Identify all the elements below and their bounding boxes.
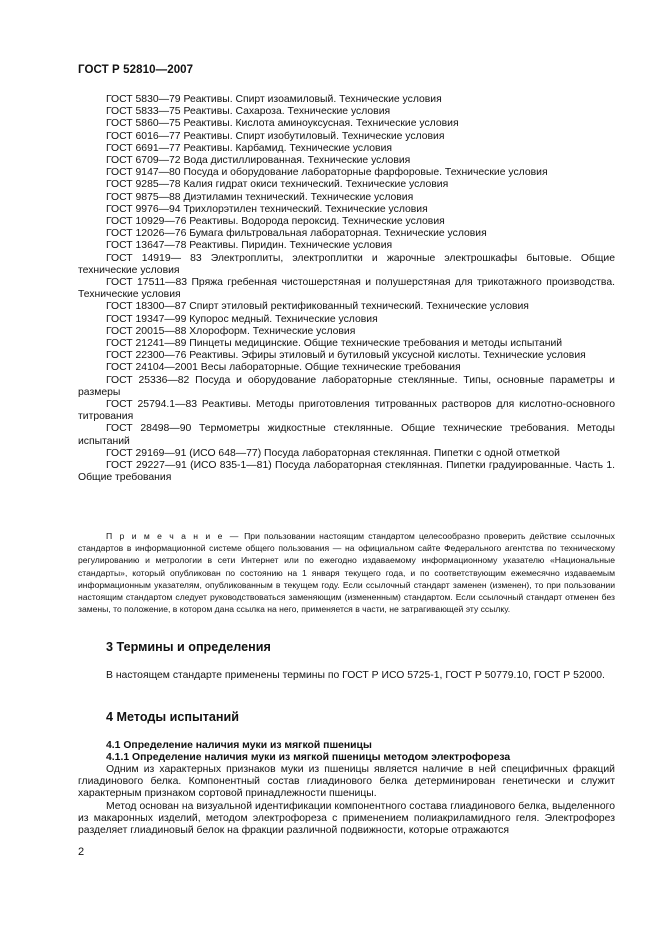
page-number: 2 <box>78 846 85 858</box>
reference-item: ГОСТ 17511—83 Пряжа гребенная чистошерстяная и полушерстяная для трикотажного производства. Технические условия <box>78 277 615 301</box>
reference-item: ГОСТ 25794.1—83 Реактивы. Методы приготовления титрованных растворов для кислотно-основного титрования <box>78 399 615 423</box>
reference-item: ГОСТ 9875—88 Диэтиламин технический. Технические условия <box>106 191 414 203</box>
reference-item: ГОСТ 19347—99 Купорос медный. Технические условия <box>106 313 378 325</box>
subsection-4-1-1-heading: 4.1.1 Определение наличия муки из мягкой пшеницы методом электрофореза <box>106 752 511 763</box>
reference-item: ГОСТ 20015—88 Хлороформ. Технические условия <box>106 325 356 337</box>
reference-item: ГОСТ 5830—79 Реактивы. Спирт изоамиловый. Технические условия <box>106 94 442 105</box>
reference-item: ГОСТ 28498—90 Термометры жидкостные стеклянные. Общие технические требования. Методы испытаний <box>78 423 615 447</box>
reference-item: ГОСТ 6691—77 Реактивы. Карбамид. Технические условия <box>106 142 393 154</box>
section-4-heading: 4 Методы испытаний <box>106 710 239 724</box>
note-text: При пользовании настоящим стандартом целесообразно проверить действие ссылочных стандартов в информационной системе общего пользования — на официальном сайте Федерального агентства по техническому регулированию и метрологии в сети Интернет или по ежегодно издаваемому информационному указателю «Национальные стандарты», который опубликован по состоянию на 1 января текущего года, и по соответствующим ежемесячно издаваемым информационным указателям, опубликованным в текущем году. Если ссылочный стандарт заменен (изменен), то при пользовании настоящим стандартом следует руководствоваться заменяющим (измененным) стандартом. Если ссылочный стандарт отменен без замены, то положение, в котором дана ссылка на него, применяется в части, не затрагивающей эту ссылку. <box>78 531 615 615</box>
reference-item: ГОСТ 10929—76 Реактивы. Водорода пероксид. Технические условия <box>106 216 445 228</box>
reference-item: ГОСТ 29169—91 (ИСО 648—77) Посуда лабораторная стеклянная. Пипетки с одной отметкой <box>106 447 560 459</box>
reference-item: ГОСТ 25336—82 Посуда и оборудование лабораторные стеклянные. Типы, основные параметры и размеры <box>78 374 615 398</box>
section-4-paragraph-2: Метод основан на визуальной идентификации компонентного состава глиадинового белка, выделенного из макаронных изделий, методом электрофореза с применением полиакриламидного геля. Электрофорез разделяет глиадиновый белок на фракции различной подвижности, которые отражаются <box>78 801 615 837</box>
section-3-heading: 3 Термины и определения <box>106 640 271 654</box>
reference-item: ГОСТ 5860—75 Реактивы. Кислота аминоуксусная. Технические условия <box>106 118 459 130</box>
reference-item: ГОСТ 21241—89 Пинцеты медицинские. Общие технические требования и методы испытаний <box>106 338 563 350</box>
section-4-paragraph-1: Одним из характерных признаков муки из пшеницы является наличие в ней специфичных фракций глиадинового белка. Компонентный состав глиадинового белка детерминирован генетически и служит характерным признаком сортовой принадлежности пшеницы. <box>78 764 615 800</box>
reference-item: ГОСТ 5833—75 Реактивы. Сахароза. Технические условия <box>106 106 391 118</box>
reference-item: ГОСТ 24104—2001 Весы лабораторные. Общие технические требования <box>106 362 461 374</box>
section-3-text: В настоящем стандарте применены термины по ГОСТ Р ИСО 5725-1, ГОСТ Р 50779.10, ГОСТ Р 52000. <box>106 670 605 681</box>
reference-item: ГОСТ 14919— 83 Электроплиты, электроплитки и жарочные электрошкафы бытовые. Общие технические условия <box>78 252 615 276</box>
document-header: ГОСТ Р 52810—2007 <box>78 64 194 76</box>
reference-item: ГОСТ 13647—78 Реактивы. Пиридин. Технические условия <box>106 240 393 252</box>
reference-item: ГОСТ 22300—76 Реактивы. Эфиры этиловый и бутиловый уксусной кислоты. Технические условия <box>106 350 586 362</box>
reference-item: ГОСТ 29227—91 (ИСО 835-1—81) Посуда лабораторная стеклянная. Пипетки градуированные. Часть 1. Общие требования <box>78 460 615 484</box>
note-label: П р и м е ч а н и е — <box>106 531 240 541</box>
reference-item: ГОСТ 6709—72 Вода дистиллированная. Технические условия <box>106 155 411 167</box>
references-list <box>78 94 615 485</box>
reference-item: ГОСТ 6016—77 Реактивы. Спирт изобутиловый. Технические условия <box>106 130 445 142</box>
note-block <box>78 530 615 615</box>
subsection-4-1-heading: 4.1 Определение наличия муки из мягкой пшеницы <box>106 740 372 751</box>
reference-item: ГОСТ 9976—94 Трихлорэтилен технический. Технические условия <box>106 203 428 215</box>
reference-item: ГОСТ 9147—80 Посуда и оборудование лабораторные фарфоровые. Технические условия <box>106 167 548 179</box>
reference-item: ГОСТ 18300—87 Спирт этиловый ректификованный технический. Технические условия <box>106 301 529 313</box>
reference-item: ГОСТ 9285—78 Калия гидрат окиси технический. Технические условия <box>106 179 449 191</box>
reference-item: ГОСТ 12026—76 Бумага фильтровальная лабораторная. Технические условия <box>106 228 487 240</box>
